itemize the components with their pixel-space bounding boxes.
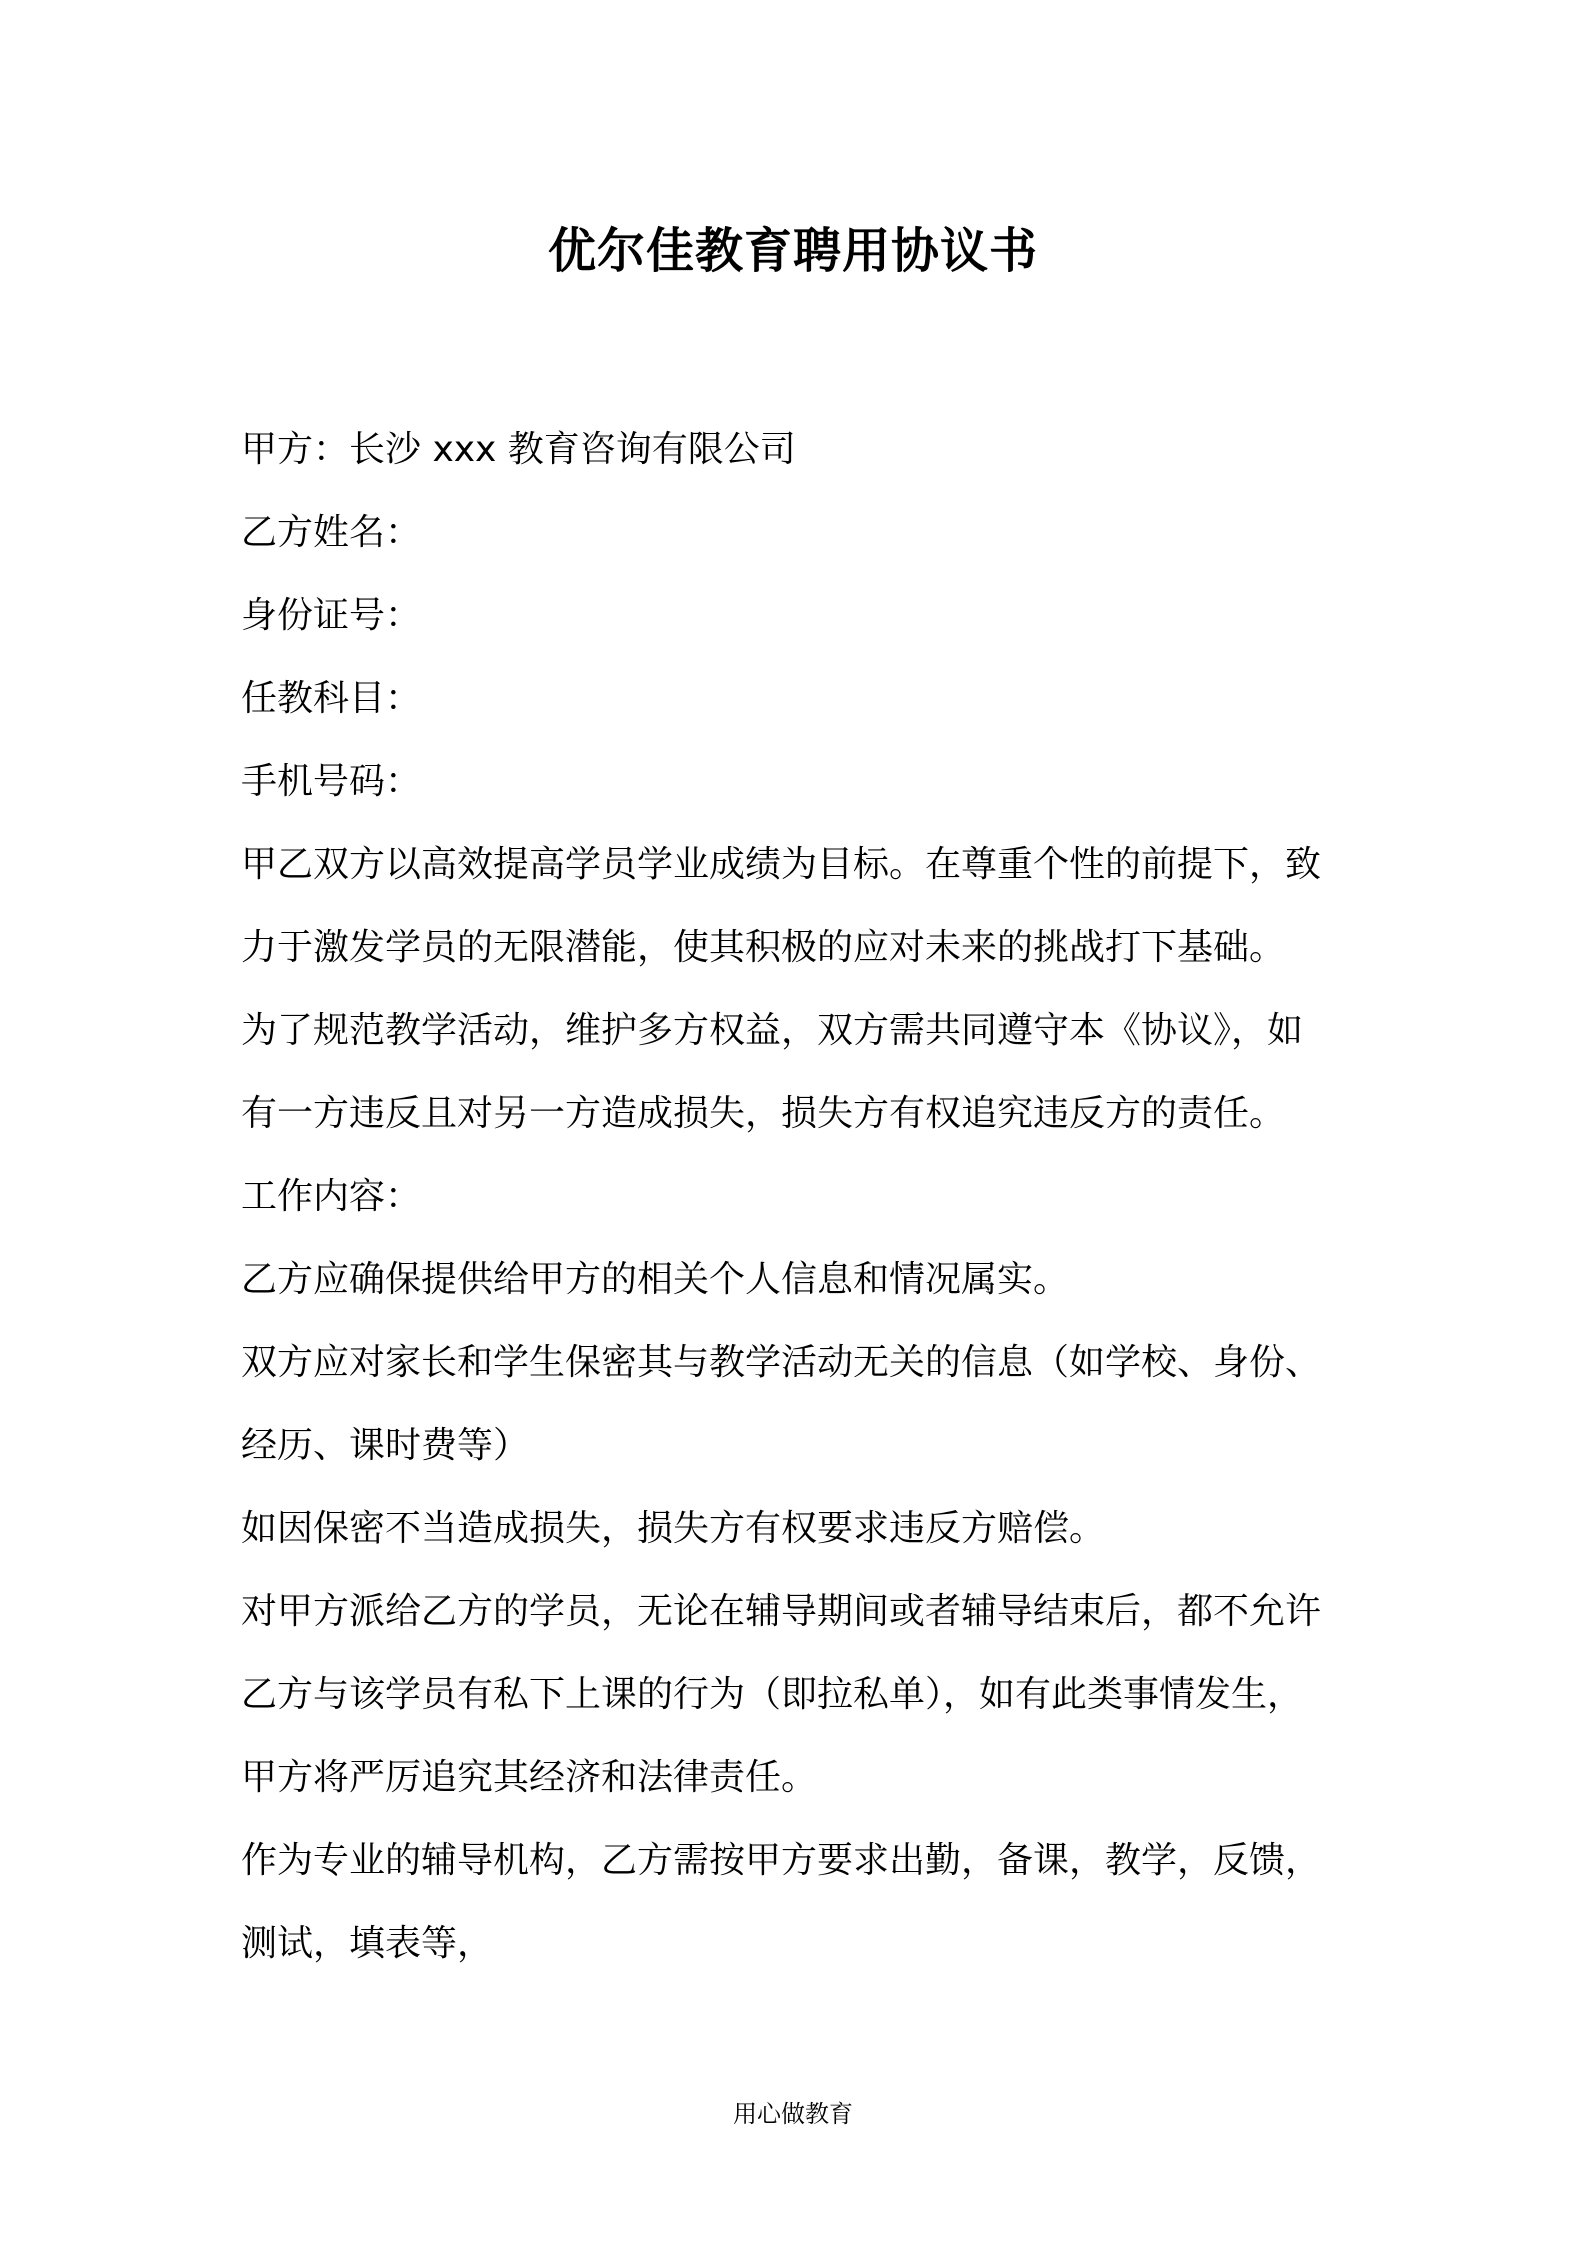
document-body xyxy=(241,408,1361,1985)
party-a-line: 甲方：长沙 xxx 教育咨询有限公司 xyxy=(241,429,796,470)
body-line: 如因保密不当造成损失，损失方有权要求违反方赔偿。 xyxy=(241,1508,1106,1549)
subject-line: 任教科目： xyxy=(241,678,422,719)
page-footer: 用心做教育 xyxy=(733,2100,853,2128)
id-number-line: 身份证号： xyxy=(241,595,422,636)
body-line: 双方应对家长和学生保密其与教学活动无关的信息（如学校、身份、 xyxy=(241,1342,1322,1383)
party-b-name-line: 乙方姓名： xyxy=(241,512,422,553)
document-title: 优尔佳教育聘用协议书 xyxy=(547,223,1038,279)
body-line: 有一方违反且对另一方造成损失，损失方有权追究违反方的责任。 xyxy=(241,1093,1286,1134)
body-line: 甲乙双方以高效提高学员学业成绩为目标。在尊重个性的前提下，致 xyxy=(241,844,1322,885)
body-line: 乙方与该学员有私下上课的行为（即拉私单），如有此类事情发生， xyxy=(241,1674,1304,1715)
body-line: 为了规范教学活动，维护多方权益，双方需共同遵守本《协议》，如 xyxy=(241,1010,1304,1051)
body-line: 经历、课时费等） xyxy=(241,1425,530,1466)
phone-number-line: 手机号码： xyxy=(241,761,422,802)
body-line: 甲方将严厉追究其经济和法律责任。 xyxy=(241,1757,818,1798)
body-line: 作为专业的辅导机构，乙方需按甲方要求出勤，备课，教学，反馈， xyxy=(241,1840,1322,1881)
body-line: 乙方应确保提供给甲方的相关个人信息和情况属实。 xyxy=(241,1259,1070,1300)
body-line: 测试，填表等， xyxy=(241,1923,494,1964)
body-line: 力于激发学员的无限潜能，使其积极的应对未来的挑战打下基础。 xyxy=(241,927,1286,968)
work-content-heading: 工作内容： xyxy=(241,1176,422,1217)
body-line: 对甲方派给乙方的学员，无论在辅导期间或者辅导结束后，都不允许 xyxy=(241,1591,1322,1632)
